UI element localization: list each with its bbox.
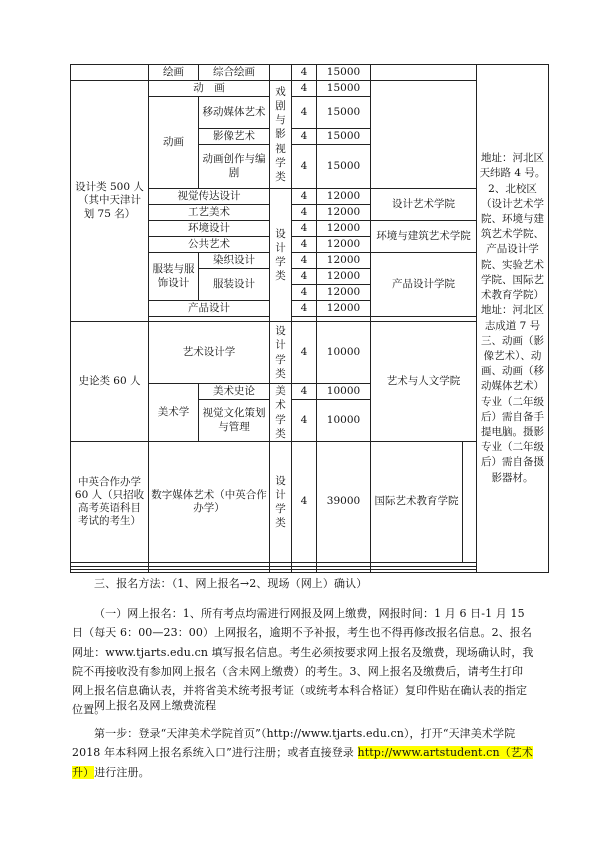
years-cell: 4 [292,97,317,129]
blank-cell [463,442,477,563]
blank-cell [371,570,477,573]
college-blank-cell [371,81,477,189]
blank-cell [317,570,371,573]
blank-cell [270,570,292,573]
subject-type-cell: 设计学类 [270,442,292,563]
table-row [71,65,549,81]
years-cell: 4 [292,253,317,269]
section-heading: 三、报名方法：（1、网上报名→2、现场（网上）确认） [94,577,368,590]
years-cell: 4 [292,384,317,400]
major-cell: 视觉文化策划与管理 [199,400,270,442]
years-cell: 4 [292,65,317,81]
category-sino-cell: 中英合作办学 60 人（只招收高考英语科目考试的考生） [71,442,149,563]
years-cell: 4 [292,129,317,145]
major-cell: 综合绘画 [199,65,270,81]
college-cell: 环境与建筑艺术学院 [371,221,477,253]
category-history-cell: 史论类 60 人 [71,322,149,442]
fee-cell: 12000 [317,237,371,253]
years-cell: 4 [292,285,317,301]
years-cell: 4 [292,221,317,237]
fee-cell: 15000 [317,145,371,189]
fee-cell: 12000 [317,285,371,301]
major-cell: 影像艺术 [199,129,270,145]
college-cell: 设计艺术学院 [371,189,477,221]
years-cell: 4 [292,189,317,205]
major-cell: 工艺美术 [149,205,270,221]
step1-text: 第一步：登录“天津美术学院首页”（http://www.tjarts.edu.cn），打开“天津美术学院 2018 年本科网上报名系统入口”进行注册；或者直接登录 [72,727,516,760]
major-cell: 环境设计 [149,221,270,237]
years-cell: 4 [292,400,317,442]
fee-cell: 15000 [317,129,371,145]
step1-paragraph [72,724,534,782]
fee-cell: 12000 [317,221,371,237]
major-cell: 数字媒体艺术（中英合作办学） [149,442,270,563]
group-cell: 美术学 [149,384,199,442]
blank-cell [149,570,270,573]
fee-cell: 12000 [317,269,371,285]
fee-cell: 12000 [317,301,371,317]
years-cell: 4 [292,269,317,285]
subject-type-cell: 戏剧与影视学类 [270,81,292,189]
fee-cell: 10000 [317,384,371,400]
address-cell: 地址：河北区天纬路 4 号。2、北校区（设计艺术学院、环境与建筑艺术学院、产品设计学院、实验艺术学院、国际艺术教育学院）地址：河北区志成道 7 号三、动画（影像艺术）、动画、动画（移动媒体艺术）专业（二年级后）需自备手提电脑。摄影专业（二年级后）需自备摄影器材。 [477,65,549,573]
fee-cell: 10000 [317,400,371,442]
fee-cell: 10000 [317,322,371,384]
major-cell: 服装设计 [199,269,270,301]
major-cell: 动 画 [149,81,270,97]
college-cell: 艺术与人文学院 [371,322,477,442]
subject-type-cell: 设计学类 [270,322,292,384]
major-cell: 染织设计 [199,253,270,269]
step1-text-end: 进行注册。 [94,765,150,779]
group-cell: 服装与服饰设计 [149,253,199,301]
fee-cell: 15000 [317,97,371,129]
major-cell: 视觉传达设计 [149,189,270,205]
subject-type-cell: 设计学类 [270,189,292,322]
major-cell: 移动媒体艺术 [199,97,270,129]
subject-blank-cell [270,65,292,81]
majors-table [70,64,549,573]
blank-cell [292,570,317,573]
blank-cell [71,570,149,573]
major-cell: 动画创作与编剧 [199,145,270,189]
major-cell: 产品设计 [149,301,270,317]
category-blank-cell [71,65,149,81]
years-cell: 4 [292,322,317,384]
flow-title: 网上报名及网上缴费流程 [94,699,217,712]
fee-cell: 39000 [317,442,371,563]
years-cell: 4 [292,145,317,189]
major-cell: 美术史论 [199,384,270,400]
years-cell: 4 [292,237,317,253]
paragraph: （一）网上报名：1、所有考点均需进行网报及网上缴费，网报时间：1 月 6 日-1 月 15 日（每天 6：00—23：00）上网报名，逾期不予补报，考生也不得再修改报名信息。2、报名网址：www.tjarts.edu.cn 填写报名信息。考生必须按要求网上报名及缴费，现场确认时，我院不再接收没有参加网上报名（含未网上缴费）的考生。3、网上报名及缴费后，请考生打印网上报名信息确认表，并将省美术统考报考证（或统考本科合格证）复印件贴在确认表的指定位置。 [72,607,534,717]
subject-type-cell: 美术学类 [270,384,292,442]
major-cell: 公共艺术 [149,237,270,253]
college-cell: 国际艺术教育学院 [371,442,463,563]
major-cell: 艺术设计学 [149,322,270,384]
years-cell: 4 [292,81,317,97]
years-cell: 4 [292,205,317,221]
fee-cell: 12000 [317,205,371,221]
category-design-cell: 设计类 500 人（其中天津计划 75 名） [71,81,149,322]
college-cell: 产品设计学院 [371,253,477,317]
fee-cell: 15000 [317,81,371,97]
years-cell: 4 [292,301,317,317]
group-cell: 动画 [149,97,199,189]
group-cell: 绘画 [149,65,199,81]
fee-cell: 12000 [317,189,371,205]
years-cell: 4 [292,442,317,563]
college-blank-cell [371,65,477,81]
artstudent-link[interactable]: http://www.artstudent.cn（艺术升） [72,746,533,779]
fee-cell: 12000 [317,253,371,269]
fee-cell: 15000 [317,65,371,81]
